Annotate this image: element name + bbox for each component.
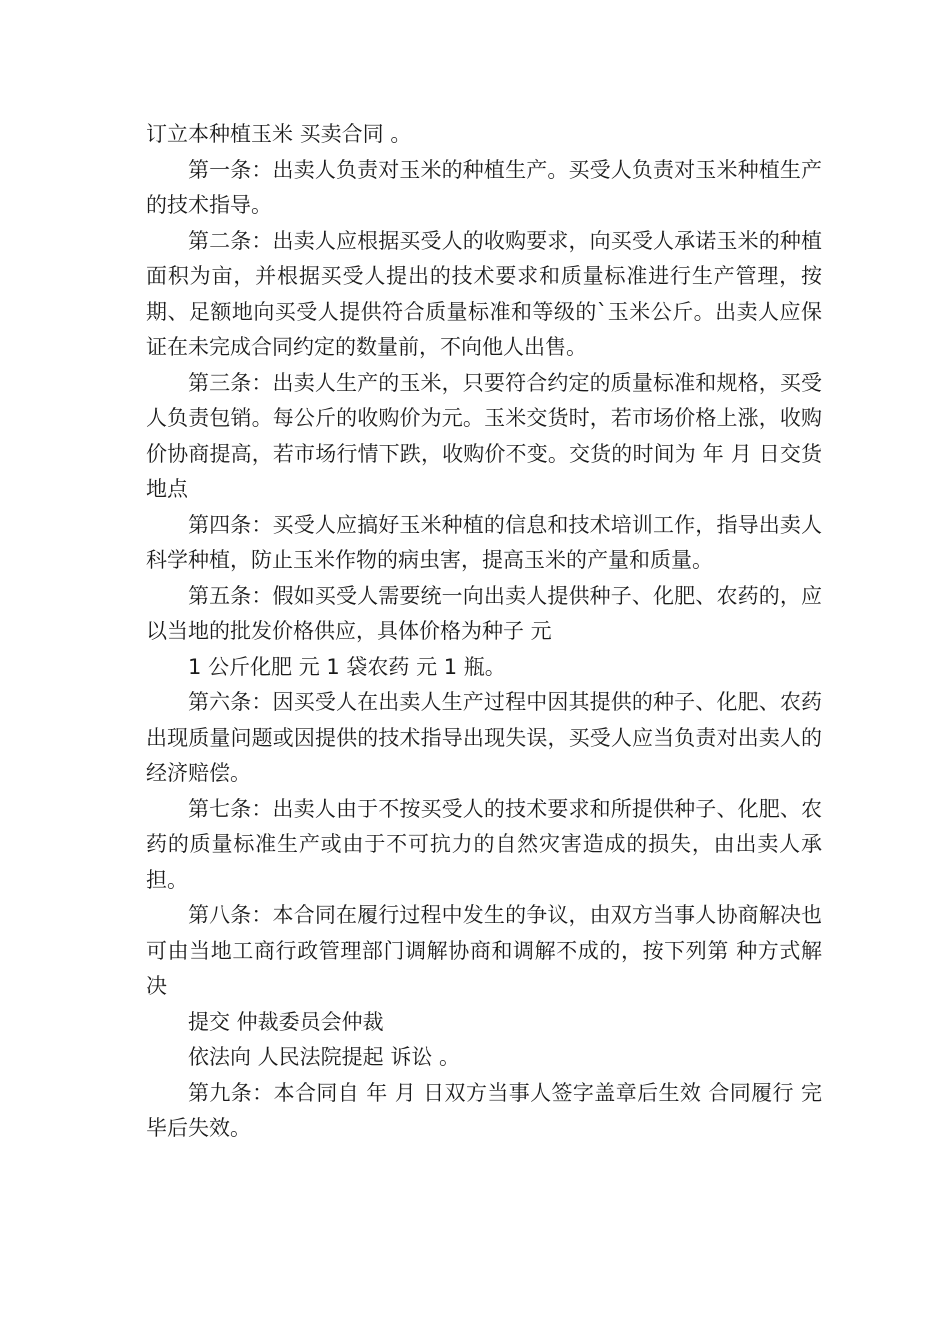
contract-intro: 订立本种植玉米 买卖合同 。 xyxy=(146,122,412,146)
article-5: 第五条：假如买受人需要统一向出卖人提供种子、化肥、农药的，应以当地的批发价格供应，具体价格为种子 元 xyxy=(146,583,822,643)
article-8-option-arbitration: 提交 仲裁委员会仲裁 xyxy=(188,1009,384,1034)
article-7: 第七条：出卖人由于不按买受人的技术要求和所提供种子、化肥、农药的质量标准生产或由于不可抗力的自然灾害造成的损失，由出卖人承担。 xyxy=(146,796,822,892)
article-6: 第六条：因买受人在出卖人生产过程中因其提供的种子、化肥、农药出现质量问题或因提供的技术指导出现失误，买受人应当负责对出卖人的经济赔偿。 xyxy=(146,690,822,785)
article-9: 第九条：本合同自 年 月 日双方当事人签字盖章后生效 合同履行 完毕后失效。 xyxy=(146,1080,822,1140)
article-8-option-litigation: 依法向 人民法院提起 诉讼 。 xyxy=(188,1045,461,1069)
contract-body xyxy=(146,117,822,1147)
article-8: 第八条：本合同在履行过程中发生的争议，由双方当事人协商解决也可由当地工商行政管理部门调解协商和调解不成的，按下列第 种方式解决 xyxy=(146,903,822,998)
article-1: 第一条：出卖人负责对玉米的种植生产。买受人负责对玉米种植生产的技术指导。 xyxy=(146,157,822,217)
article-3: 第三条：出卖人生产的玉米，只要符合约定的质量标准和规格，买受人负责包销。每公斤的收购价为元。玉米交货时，若市场价格上涨，收购价协商提高，若市场行情下跌，收购价不变。交货的时间为 年 月 日交货地点 xyxy=(146,370,822,501)
article-2: 第二条：出卖人应根据买受人的收购要求，向买受人承诺玉米的种植面积为亩，并根据买受人提出的技术要求和质量标准进行生产管理，按期、足额地向买受人提供符合质量标准和等级的`玉米公斤。出卖人应保证在未完成合同约定的数量前，不向他人出售。 xyxy=(146,228,822,359)
article-4: 第四条：买受人应搞好玉米种植的信息和技术培训工作，指导出卖人科学种植，防止玉米作物的病虫害，提高玉米的产量和质量。 xyxy=(146,512,822,572)
article-5-prices: 1 公斤化肥 元 1 袋农药 元 1 瓶。 xyxy=(188,654,506,679)
